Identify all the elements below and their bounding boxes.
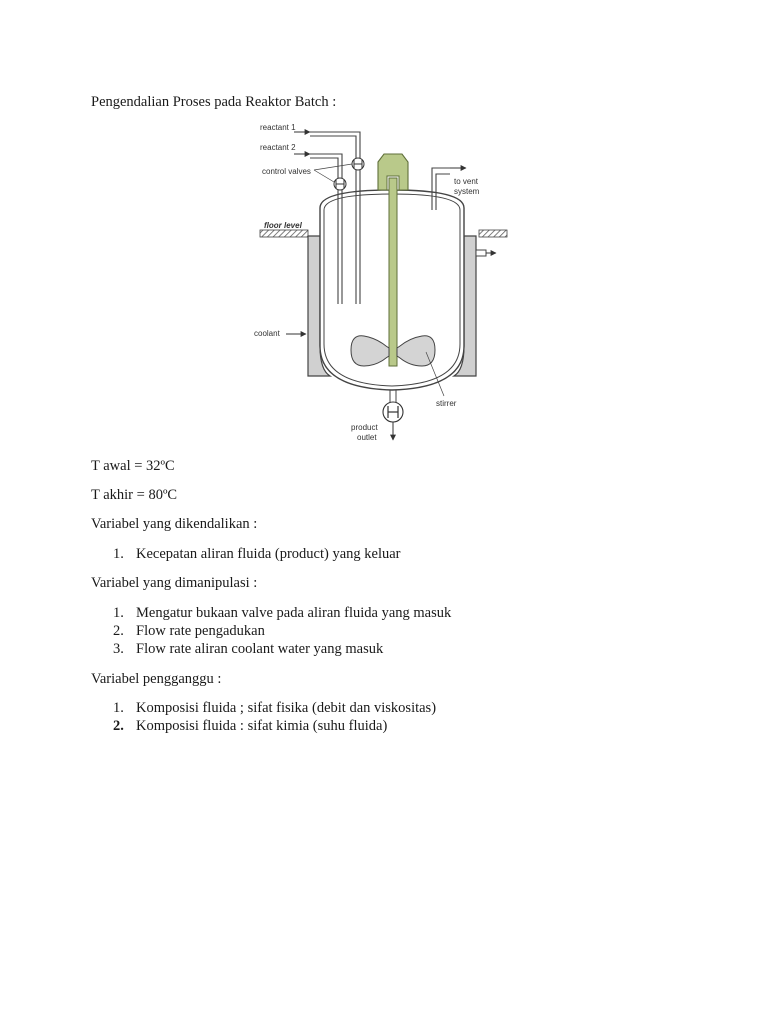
label-stirrer: stirrer xyxy=(436,399,457,408)
label-floor-level: floor level xyxy=(264,221,302,230)
list-item-text: Kecepatan aliran fluida (product) yang keluar xyxy=(136,546,401,562)
list-item-text: Komposisi fluida ; sifat fisika (debit dan viskositas) xyxy=(136,700,437,716)
controlled-heading: Variabel yang dikendalikan : xyxy=(91,516,258,532)
list-item xyxy=(113,699,436,717)
label-reactant-1: reactant 1 xyxy=(260,123,296,132)
label-outlet: outlet xyxy=(357,433,377,442)
list-item-number: 3. xyxy=(113,641,124,657)
list-item xyxy=(113,640,383,658)
list-item-number: 1. xyxy=(113,546,124,562)
list-item-text: Flow rate pengadukan xyxy=(136,623,265,639)
label-product: product xyxy=(351,423,378,432)
batch-reactor-diagram xyxy=(250,118,522,448)
product-outlet-valve xyxy=(383,390,403,440)
list-item xyxy=(113,545,401,563)
label-to-vent: to vent xyxy=(454,177,479,186)
list-item-number: 2. xyxy=(113,623,124,639)
list-item-text: Mengatur bukaan valve pada aliran fluida yang masuk xyxy=(136,605,452,621)
list-item-number: 2. xyxy=(113,718,124,734)
manipulated-heading: Variabel yang dimanipulasi : xyxy=(91,575,258,591)
label-reactant-2: reactant 2 xyxy=(260,143,296,152)
disturbance-heading: Variabel pengganggu : xyxy=(91,671,222,687)
list-item xyxy=(113,717,387,735)
label-control-valves: control valves xyxy=(262,167,311,176)
t-akhir-text: T akhir = 80ºC xyxy=(91,487,178,503)
list-item xyxy=(113,622,265,640)
document-title: Pengendalian Proses pada Reaktor Batch : xyxy=(91,94,337,110)
list-item-text: Komposisi fluida : sifat kimia (suhu fluida) xyxy=(136,718,388,734)
list-item-number: 1. xyxy=(113,700,124,716)
jacket-outlet-nozzle xyxy=(476,250,496,256)
control-valve-icon xyxy=(334,178,346,190)
list-item-number: 1. xyxy=(113,605,124,621)
list-item-text: Flow rate aliran coolant water yang masuk xyxy=(136,641,384,657)
control-valve-icon xyxy=(352,158,364,170)
label-vent-system: system xyxy=(454,187,480,196)
t-awal-text: T awal = 32ºC xyxy=(91,458,175,474)
list-item xyxy=(113,604,451,622)
label-coolant: coolant xyxy=(254,329,280,338)
